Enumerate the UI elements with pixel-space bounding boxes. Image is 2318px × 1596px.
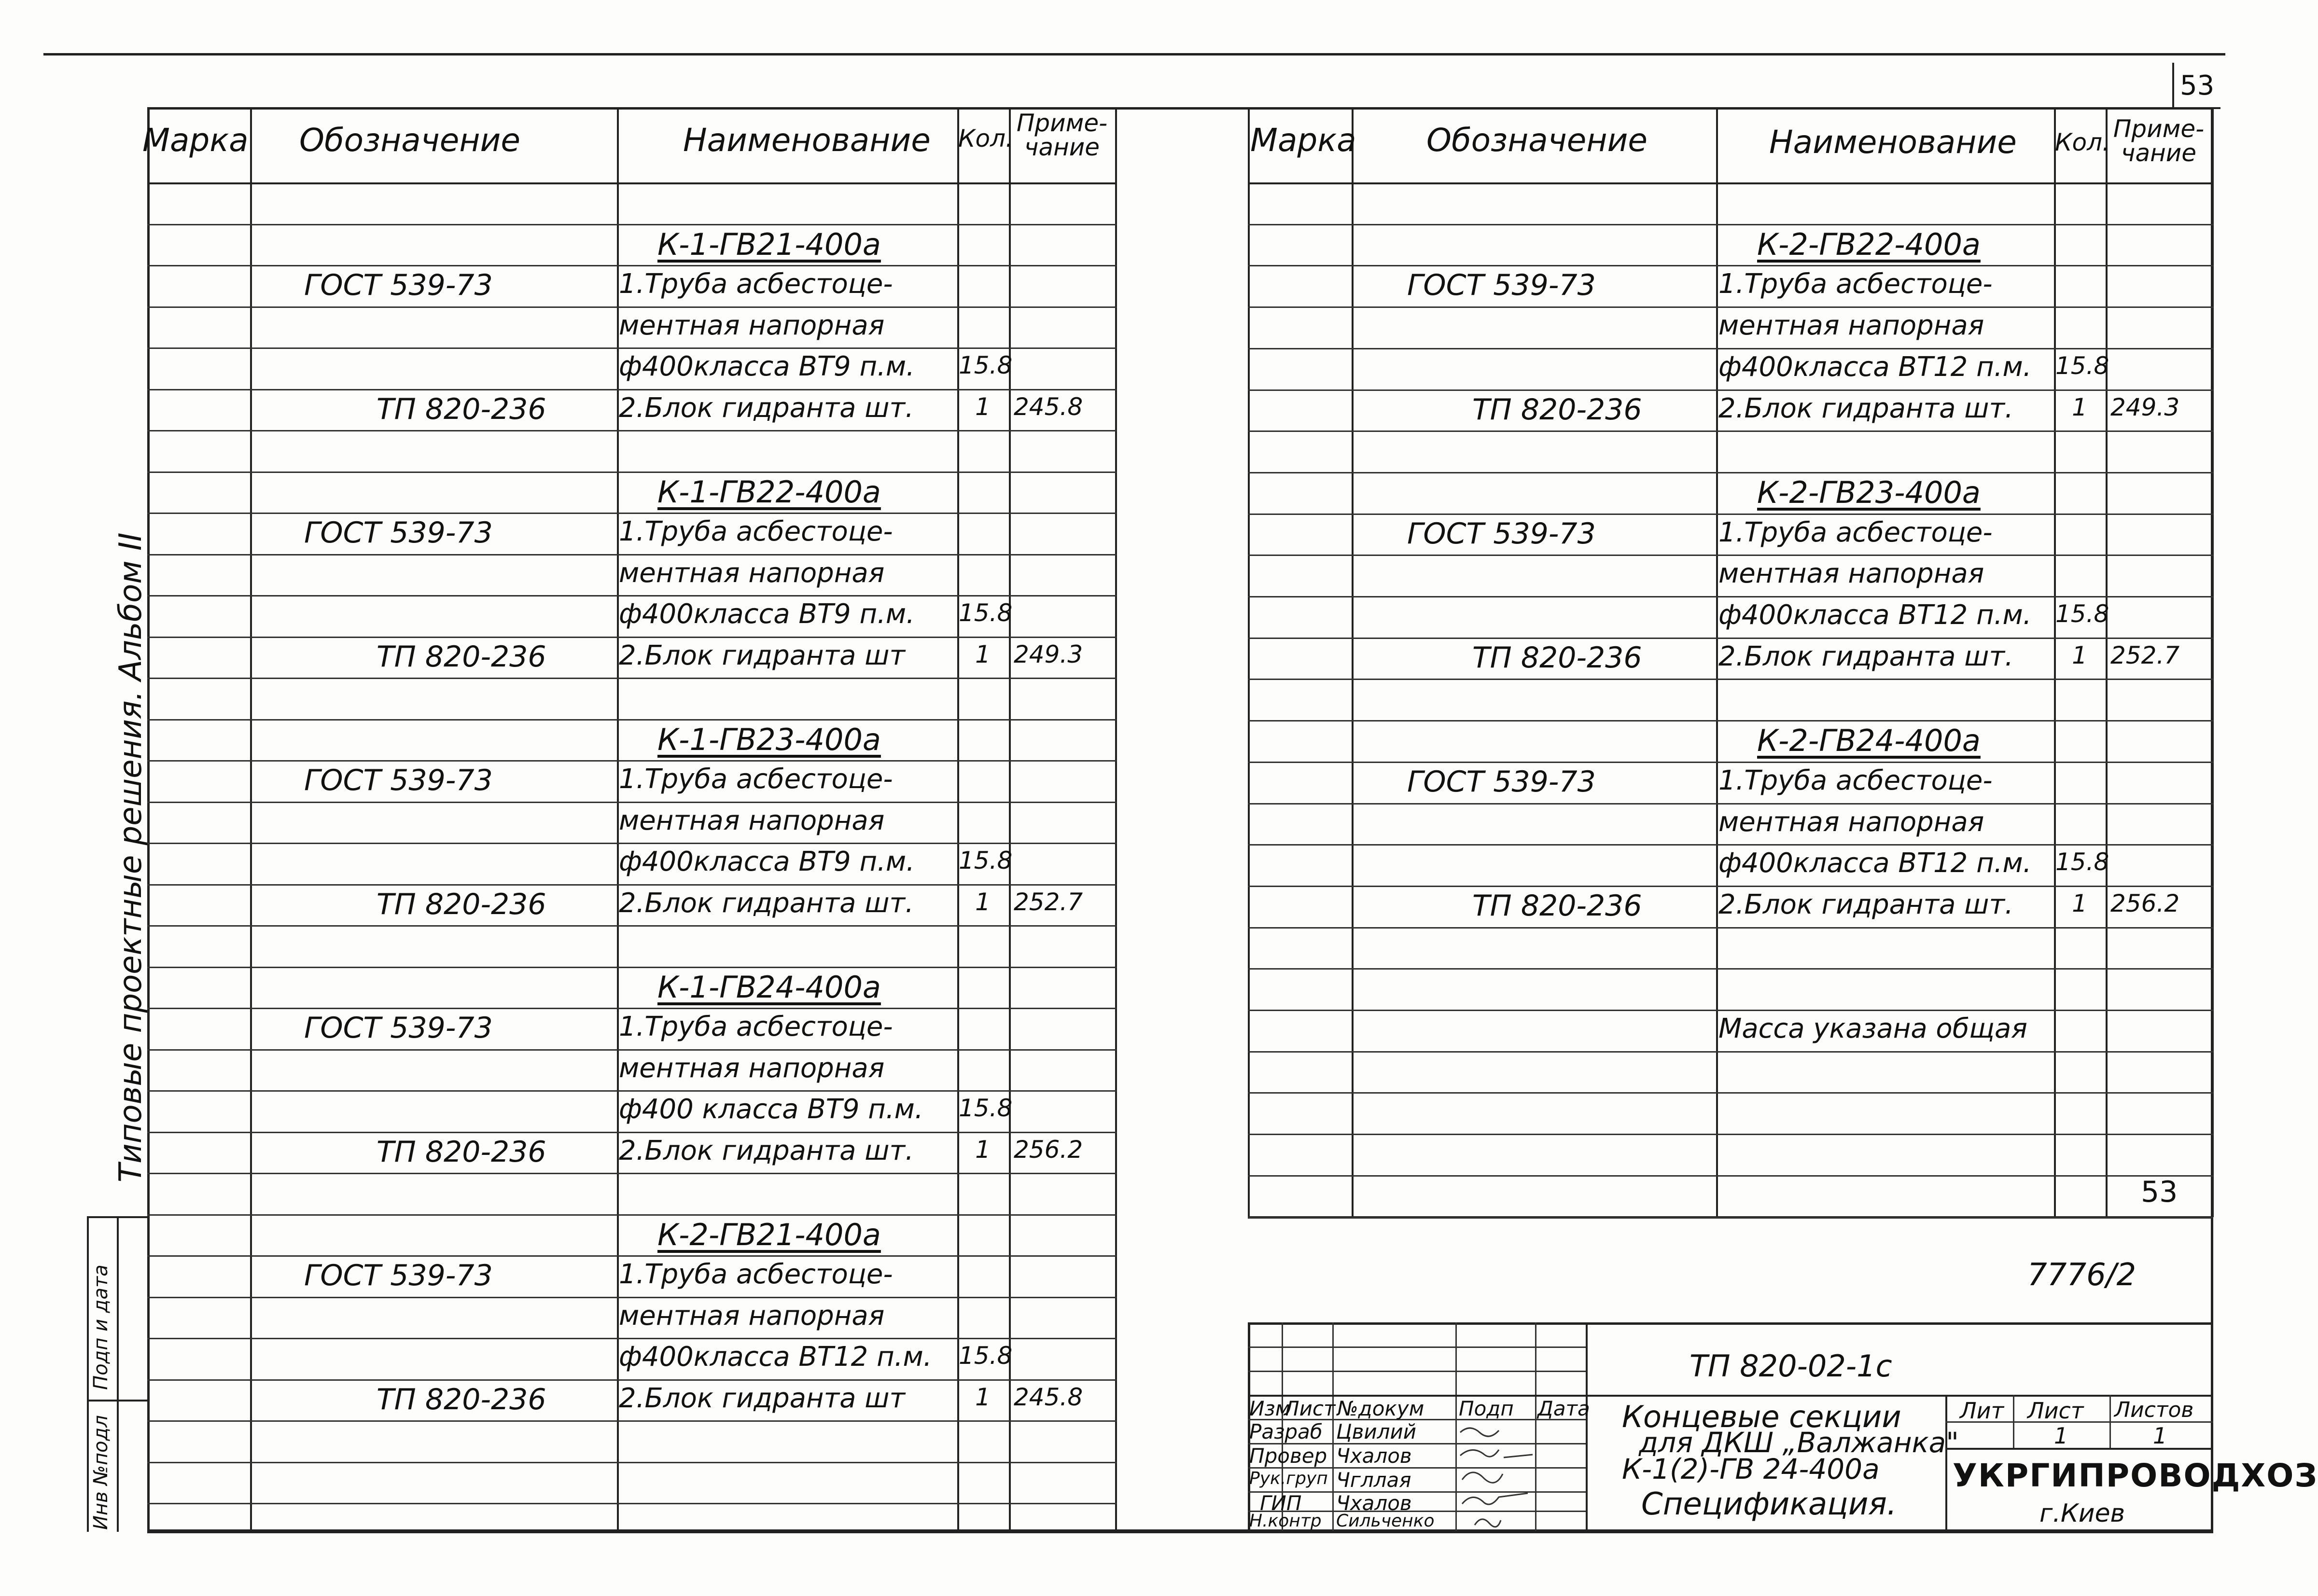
- row-naimenovanie: ф400класса ВТ12 п.м.: [619, 1341, 932, 1373]
- tb-top: [1248, 1322, 2213, 1325]
- tb-name-2: Чгллая: [1336, 1468, 1411, 1492]
- row-kol: 15.8: [959, 599, 1013, 627]
- row-divider: [147, 843, 1117, 844]
- row-kol: 15.8: [959, 1342, 1013, 1370]
- row-divider: [147, 265, 1117, 266]
- row-divider: [1248, 596, 2213, 597]
- row-oboznachenie: ТП 820-236: [1472, 640, 1642, 675]
- left-header-kol: Кол.: [958, 125, 1013, 153]
- tb-listov-value: 1: [2153, 1423, 2167, 1449]
- row-divider: [1248, 265, 2213, 266]
- row-divider: [1248, 968, 2213, 970]
- row-divider: [1248, 927, 2213, 929]
- row-oboznachenie: ГОСТ 539-73: [1407, 516, 1596, 551]
- row-divider: [1248, 513, 2213, 515]
- row-divider: [1248, 224, 2213, 225]
- row-divider: [147, 1255, 1117, 1257]
- row-divider: [1248, 430, 2213, 432]
- tb-city: г.Киев: [2039, 1499, 2125, 1528]
- tb-col-5: [1586, 1322, 1588, 1532]
- row-oboznachenie: ГОСТ 539-73: [304, 1259, 493, 1292]
- row-section-title: К-1-ГВ23-400а: [657, 722, 881, 757]
- row-divider: [147, 925, 1117, 927]
- row-oboznachenie: ГОСТ 539-73: [1407, 268, 1596, 303]
- row-kol: 1: [975, 1135, 991, 1164]
- row-divider: [147, 637, 1117, 638]
- tb-desc-line-3: Спецификация.: [1641, 1486, 1897, 1522]
- row-naimenovanie: ментная напорная: [619, 1052, 885, 1084]
- side-stamp-sign-date: Подп и дата: [90, 1264, 112, 1390]
- row-kol: 1: [2072, 641, 2087, 669]
- row-divider: [1248, 1175, 2213, 1177]
- row-oboznachenie: ГОСТ 539-73: [304, 268, 493, 302]
- row-primechanie: 252.7: [1014, 888, 1083, 916]
- left-header-primechanie: Приме- чание: [1016, 109, 1108, 161]
- row-section-title: К-2-ГВ23-400а: [1757, 474, 1981, 510]
- row-divider: [147, 884, 1117, 886]
- row-naimenovanie: ментная напорная: [1718, 806, 1984, 838]
- row-divider: [1248, 679, 2213, 680]
- row-divider: [147, 1173, 1117, 1174]
- sheet-number-frame: 53: [2141, 1175, 2178, 1209]
- row-naimenovanie: ментная напорная: [1718, 558, 1984, 590]
- row-divider: [1248, 886, 2213, 887]
- inventory-number: 7776/2: [2027, 1257, 2136, 1293]
- row-primechanie: 245.8: [1014, 1383, 1083, 1411]
- row-divider: [147, 967, 1117, 968]
- row-naimenovanie: ментная напорная: [619, 1300, 885, 1332]
- row-naimenovanie: ф400класса ВТ12 п.м.: [1718, 847, 2032, 879]
- row-kol: 1: [975, 1383, 991, 1411]
- right-header-oboznachenie: Обозначение: [1426, 122, 1648, 159]
- row-naimenovanie: 1.Труба асбестоце-: [1718, 268, 1993, 300]
- row-primechanie: 249.3: [2110, 393, 2180, 421]
- row-naimenovanie: ментная напорная: [619, 805, 885, 836]
- row-divider: [147, 347, 1117, 349]
- row-divider: [147, 1379, 1117, 1381]
- row-kol: 1: [975, 888, 991, 916]
- row-divider: [1248, 348, 2213, 349]
- row-naimenovanie: 1.Труба асбестоце-: [619, 1011, 893, 1042]
- row-naimenovanie: ф400класса ВТ12 п.м.: [1718, 599, 2032, 631]
- row-divider: [147, 472, 1117, 473]
- tb-name-0: Цвилий: [1336, 1420, 1417, 1443]
- tb-name-1: Чхалов: [1336, 1444, 1412, 1468]
- left-header-oboznachenie: Обозначение: [299, 122, 520, 159]
- row-kol: 15.8: [959, 351, 1013, 379]
- row-section-title: К-1-ГВ22-400а: [657, 474, 881, 510]
- sheet-number-top: 53: [2180, 70, 2215, 101]
- side-stamp-border: [87, 1216, 89, 1532]
- row-section-title: К-2-ГВ21-400а: [657, 1217, 881, 1252]
- top-border-line: [43, 53, 2225, 56]
- row-oboznachenie: ТП 820-236: [1472, 392, 1642, 427]
- row-divider: [1248, 1092, 2213, 1094]
- bottom-border-line: [147, 1531, 2213, 1533]
- tb-row-1: [1248, 1346, 1586, 1348]
- row-divider: [147, 1090, 1117, 1092]
- tb-desc-line-1: для ДКШ „Валжанка": [1639, 1426, 1959, 1459]
- right-header-bottom: [1248, 182, 2213, 184]
- tb-h-podp: Подп: [1459, 1397, 1514, 1420]
- row-divider: [147, 554, 1117, 555]
- row-divider: [1248, 1217, 2213, 1218]
- row-divider: [147, 1462, 1117, 1463]
- row-oboznachenie: ГОСТ 539-73: [304, 1011, 493, 1045]
- row-oboznachenie: ТП 820-236: [377, 887, 546, 921]
- tb-list-label: Лист: [2027, 1398, 2084, 1424]
- row-naimenovanie: ф400класса ВТ12 п.м.: [1718, 351, 2032, 383]
- left-header-naimenovanie: Наименование: [683, 122, 931, 159]
- row-primechanie: 256.2: [2110, 889, 2180, 917]
- row-divider: [1248, 720, 2213, 722]
- row-divider: [147, 513, 1117, 514]
- left-header-bottom: [147, 182, 1117, 184]
- tb-role-0: Разраб: [1249, 1420, 1323, 1443]
- row-naimenovanie: ф400класса ВТ9 п.м.: [619, 351, 915, 382]
- left-col-line-0: [147, 107, 149, 1532]
- row-naimenovanie: 2.Блок гидранта шт.: [619, 392, 914, 424]
- row-section-title: К-2-ГВ24-400а: [1757, 723, 1981, 759]
- row-naimenovanie: 2.Блок гидранта шт: [619, 1382, 906, 1414]
- row-divider: [147, 719, 1117, 721]
- tb-lit-left: [1945, 1395, 1947, 1532]
- left-col-line-5: [1115, 107, 1117, 1532]
- row-naimenovanie: 2.Блок гидранта шт: [619, 639, 906, 671]
- row-primechanie: 256.2: [1014, 1135, 1083, 1164]
- row-oboznachenie: ГОСТ 539-73: [304, 763, 493, 797]
- tb-list-value: 1: [2054, 1423, 2068, 1449]
- row-naimenovanie: 2.Блок гидранта шт.: [1718, 888, 2013, 920]
- tb-organization: УКРГИПРОВОДХОЗ: [1953, 1457, 2318, 1494]
- side-stamp-inner: [117, 1216, 119, 1532]
- row-divider: [147, 1132, 1117, 1133]
- row-naimenovanie: ментная напорная: [1718, 310, 1984, 342]
- row-naimenovanie: ф400класса ВТ9 п.м.: [619, 598, 915, 630]
- row-divider: [147, 1338, 1117, 1339]
- tb-desc-line-0: Концевые секции: [1622, 1399, 1901, 1434]
- tb-role-2: Рук.груп: [1249, 1469, 1328, 1488]
- row-naimenovanie: 2.Блок гидранта шт.: [1718, 392, 2013, 424]
- row-naimenovanie: 1.Труба асбестоце-: [619, 516, 893, 547]
- row-divider: [147, 678, 1117, 679]
- row-divider: [147, 389, 1117, 390]
- left-col-line-4: [1009, 107, 1011, 1532]
- row-divider: [147, 306, 1117, 308]
- left-header-marka: Марка: [142, 122, 249, 159]
- side-caption: Типовые проектные решения. Альбом II: [113, 532, 149, 1182]
- right-header-marka: Марка: [1250, 122, 1356, 159]
- row-naimenovanie: ф400 класса ВТ9 п.м.: [619, 1094, 923, 1125]
- right-header-naimenovanie: Наименование: [1769, 124, 2017, 161]
- row-divider: [147, 1049, 1117, 1051]
- row-kol: 1: [975, 640, 991, 668]
- row-divider: [147, 1503, 1117, 1504]
- row-divider: [147, 1214, 1117, 1216]
- signature-marks: [1455, 1419, 1586, 1532]
- row-divider: [147, 1008, 1117, 1009]
- row-divider: [147, 595, 1117, 597]
- tb-doc-code: ТП 820-02-1с: [1690, 1348, 1892, 1384]
- row-divider: [1248, 1010, 2213, 1011]
- row-naimenovanie: 1.Труба асбестоце-: [619, 763, 893, 795]
- tb-h-dokum: №докум: [1337, 1397, 1424, 1420]
- tb-listov-label: Листов: [2114, 1398, 2194, 1422]
- tb-lit-label: Лит: [1960, 1398, 2004, 1424]
- row-oboznachenie: ТП 820-236: [377, 1135, 546, 1169]
- tb-row-2: [1248, 1371, 1586, 1372]
- row-divider: [1248, 844, 2213, 846]
- row-primechanie: 252.7: [2110, 641, 2180, 669]
- row-kol: 15.8: [959, 1094, 1013, 1122]
- row-divider: [1248, 1051, 2213, 1053]
- tb-role-4: Н.контр: [1249, 1511, 1322, 1531]
- row-naimenovanie: 2.Блок гидранта шт.: [619, 1135, 914, 1166]
- row-naimenovanie: ментная напорная: [619, 557, 885, 589]
- left-col-line-3: [957, 107, 959, 1532]
- row-divider: [1248, 472, 2213, 473]
- left-col-line-1: [250, 107, 252, 1532]
- row-naimenovanie: ментная напорная: [619, 309, 885, 341]
- row-oboznachenie: ТП 820-236: [1472, 888, 1642, 923]
- row-oboznachenie: ТП 820-236: [377, 392, 546, 426]
- row-kol: 1: [2072, 889, 2087, 917]
- row-kol: 1: [2072, 393, 2087, 421]
- tb-lit-row-2: [1945, 1448, 2213, 1450]
- tb-col-2: [1332, 1322, 1334, 1532]
- row-divider: [147, 1297, 1117, 1298]
- row-primechanie: 249.3: [1014, 640, 1083, 668]
- row-naimenovanie: 1.Труба асбестоце-: [619, 268, 893, 300]
- side-stamp-inv: Инв №подл: [90, 1415, 112, 1530]
- row-divider: [1248, 803, 2213, 805]
- row-divider: [147, 802, 1117, 803]
- row-naimenovanie: 1.Труба асбестоце-: [1718, 764, 1993, 796]
- row-naimenovanie: Масса указана общая: [1718, 1013, 2027, 1044]
- tb-h-list: Лист: [1284, 1397, 1336, 1420]
- row-divider: [147, 760, 1117, 762]
- tb-h-izm: Изм: [1249, 1397, 1291, 1420]
- row-oboznachenie: ГОСТ 539-73: [1407, 764, 1596, 799]
- tb-desc-line-2: К-1(2)-ГВ 24-400а: [1622, 1453, 1880, 1485]
- row-naimenovanie: 2.Блок гидранта шт.: [1718, 640, 2013, 672]
- row-kol: 15.8: [2055, 600, 2109, 628]
- row-divider: [1248, 306, 2213, 308]
- row-oboznachenie: ТП 820-236: [377, 639, 546, 674]
- right-header-kol: Кол.: [2055, 128, 2110, 156]
- row-divider: [1248, 762, 2213, 763]
- row-naimenovanie: 2.Блок гидранта шт.: [619, 887, 914, 919]
- row-naimenovanie: 1.Труба асбестоце-: [1718, 516, 1993, 548]
- row-divider: [1248, 1134, 2213, 1135]
- tb-name-4: Сильченко: [1336, 1511, 1435, 1531]
- row-section-title: К-2-ГВ22-400а: [1757, 226, 1981, 262]
- tb-name-3: Чхалов: [1336, 1491, 1412, 1515]
- row-naimenovanie: 1.Труба асбестоце-: [619, 1259, 893, 1290]
- right-header-primechanie: Приме- чание: [2113, 115, 2205, 167]
- row-divider: [1248, 638, 2213, 639]
- row-primechanie: 245.8: [1014, 392, 1083, 421]
- row-section-title: К-1-ГВ21-400а: [657, 226, 881, 262]
- tb-h-data: Дата: [1537, 1397, 1590, 1420]
- row-naimenovanie: ф400класса ВТ9 п.м.: [619, 846, 915, 877]
- row-divider: [1248, 389, 2213, 391]
- row-kol: 1: [975, 392, 991, 421]
- row-divider: [1248, 555, 2213, 556]
- row-oboznachenie: ТП 820-236: [377, 1382, 546, 1416]
- row-section-title: К-1-ГВ24-400а: [657, 969, 881, 1005]
- row-divider: [147, 224, 1117, 225]
- row-kol: 15.8: [959, 847, 1013, 874]
- row-kol: 15.8: [2055, 351, 2109, 380]
- row-kol: 15.8: [2055, 848, 2109, 876]
- tb-role-1: Провер: [1249, 1444, 1327, 1468]
- tb-role-3: ГИП: [1260, 1491, 1302, 1515]
- row-divider: [147, 430, 1117, 431]
- row-oboznachenie: ГОСТ 539-73: [304, 516, 493, 550]
- row-divider: [147, 1420, 1117, 1422]
